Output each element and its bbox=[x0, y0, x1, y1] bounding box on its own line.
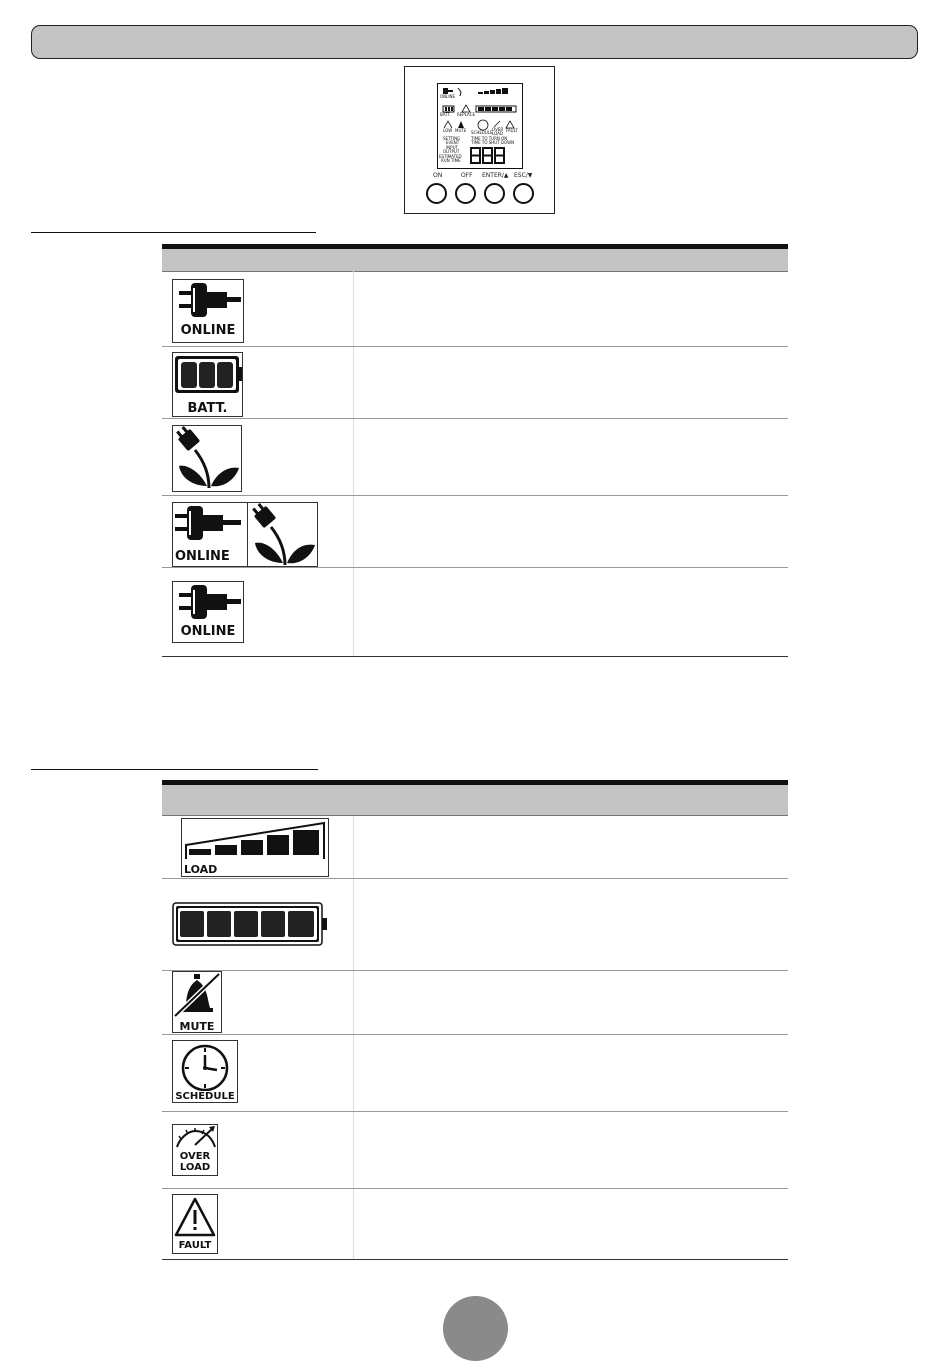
schedule-icon bbox=[172, 1040, 238, 1103]
fault-label: FAULT bbox=[178, 1240, 212, 1251]
lcd-display bbox=[437, 83, 523, 169]
online-icon bbox=[172, 279, 244, 343]
header-bar bbox=[31, 25, 918, 59]
lcd-label-output: OUTPUT bbox=[443, 149, 460, 154]
online-label: ONLINE bbox=[175, 549, 230, 564]
table-status-row-divider bbox=[162, 346, 788, 347]
online-label: ONLINE bbox=[180, 624, 236, 639]
table-indicators-row-divider bbox=[162, 1188, 788, 1189]
lcd-label-setting: SETTING bbox=[443, 136, 461, 141]
table-indicators-row-divider bbox=[162, 1111, 788, 1112]
table-status-column-divider bbox=[353, 271, 354, 656]
overload-label bbox=[173, 1151, 217, 1173]
lcd-label-load: LOAD bbox=[492, 131, 503, 136]
battery-icon bbox=[172, 352, 243, 417]
mute-icon bbox=[172, 971, 222, 1033]
enter-button[interactable] bbox=[484, 183, 505, 204]
online-icon bbox=[172, 581, 244, 643]
button-label-enter: ENTER/▲ bbox=[482, 172, 509, 179]
online-eco-icon bbox=[172, 502, 318, 567]
table-status-row-divider bbox=[162, 418, 788, 419]
eco-plug-icon bbox=[172, 425, 242, 492]
table-indicators-row-divider bbox=[162, 878, 788, 879]
table-indicators-bottom-rule bbox=[162, 1259, 788, 1260]
section-rule-indicators bbox=[31, 769, 318, 770]
load-text: LOAD bbox=[179, 1162, 211, 1173]
mute-label: MUTE bbox=[179, 1020, 215, 1033]
lcd-label-mute: MUTE bbox=[455, 128, 467, 133]
off-button[interactable] bbox=[455, 183, 476, 204]
batt-label: BATT. bbox=[187, 401, 228, 416]
lcd-label-input: INPUT bbox=[446, 145, 458, 150]
button-label-on: ON bbox=[433, 172, 443, 179]
fault-icon bbox=[172, 1194, 218, 1254]
lcd-label-online: ONLINE bbox=[440, 94, 456, 99]
lcd-label-run-time: RUN TIME bbox=[441, 158, 461, 163]
esc-button[interactable] bbox=[513, 183, 534, 204]
load-label: LOAD bbox=[184, 863, 218, 876]
on-button[interactable] bbox=[426, 183, 447, 204]
lcd-label-schedule: SCHEDULE bbox=[471, 130, 493, 135]
online-label: ONLINE bbox=[180, 323, 236, 338]
table-status-bottom-rule bbox=[162, 656, 788, 657]
table-indicators-header bbox=[162, 785, 788, 816]
battery-level-icon bbox=[172, 902, 329, 946]
table-status-header bbox=[162, 249, 788, 272]
table-indicators-row-divider bbox=[162, 1034, 788, 1035]
lcd-label-fault: FAULT bbox=[506, 128, 518, 133]
table-status-row-divider bbox=[162, 567, 788, 568]
page-number-badge bbox=[443, 1296, 508, 1361]
lcd-label-time-to-turn-on: TIME TO TURN ON bbox=[471, 136, 508, 141]
lcd-label-time-to-shut-down: TIME TO SHUT DOWN bbox=[471, 140, 515, 145]
table-status-row-divider bbox=[162, 495, 788, 496]
lcd-label-low: LOW bbox=[443, 128, 453, 133]
table-indicators-row-divider bbox=[162, 970, 788, 971]
lcd-label-event: EVENT bbox=[446, 140, 460, 145]
load-level-icon bbox=[181, 818, 329, 877]
table-indicators-column-divider bbox=[353, 816, 354, 1260]
lcd-label-replace: REPLACE bbox=[457, 112, 476, 117]
button-label-esc: ESC/▼ bbox=[514, 172, 533, 179]
over-text: OVER bbox=[179, 1151, 211, 1162]
section-rule-status bbox=[31, 232, 316, 233]
schedule-label: SCHEDULE bbox=[175, 1091, 235, 1102]
lcd-label-batt: BATT. bbox=[440, 112, 451, 117]
lcd-label-estimated: ESTIMATED bbox=[439, 154, 462, 159]
lcd-label-over: OVER bbox=[492, 127, 504, 132]
button-label-off: OFF bbox=[461, 172, 473, 179]
overload-icon bbox=[172, 1124, 218, 1176]
